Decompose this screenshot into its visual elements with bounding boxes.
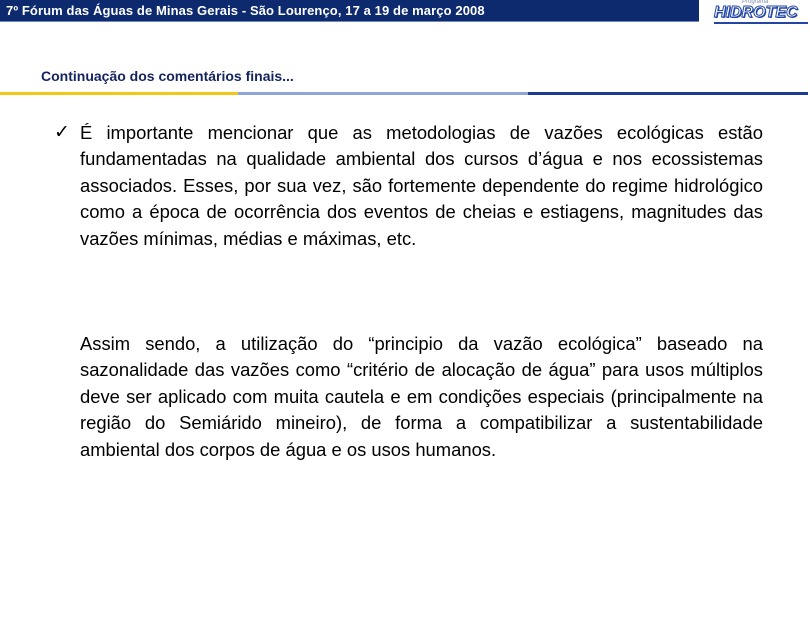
- header-bar: [0, 0, 699, 22]
- header-title: 7º Fórum das Águas de Minas Gerais - São Lourenço, 17 a 19 de março 2008: [6, 3, 485, 18]
- section-title: Continuação dos comentários finais...: [41, 68, 294, 84]
- divider-yellow: [0, 92, 238, 95]
- paragraph-bullet: É importante mencionar que as metodologias de vazões ecológicas estão fundamentadas na qualidade ambiental dos cursos d’água e nos ecossistemas associados. Esses, por sua vez, são fortemente dependente do regime hidrológico como a época de ocorrência dos eventos de cheias e estiagens, magnitudes das vazões mínimas, médias e máximas, etc.: [80, 122, 763, 249]
- logo-wordmark: HIDROTEC: [714, 4, 798, 21]
- hidrotec-logo: [712, 0, 810, 24]
- checkmark-icon: ✓: [54, 122, 70, 143]
- divider-light-blue: [238, 92, 528, 95]
- divider-navy: [528, 92, 808, 95]
- paragraph-conclusion: Assim sendo, a utilização do “principio da vazão ecológica” baseado na sazonalidade das vazões como “critério de alocação de água” para usos múltiplos deve ser aplicado com muita cautela e em condições especiais (principalmente na região do Semiárido mineiro), de forma a compatibilizar a sustentabilidade ambiental dos corpos de água e os usos humanos.: [80, 333, 763, 460]
- logo-program-label: Programa: [742, 0, 769, 5]
- logo-underline: [714, 22, 808, 24]
